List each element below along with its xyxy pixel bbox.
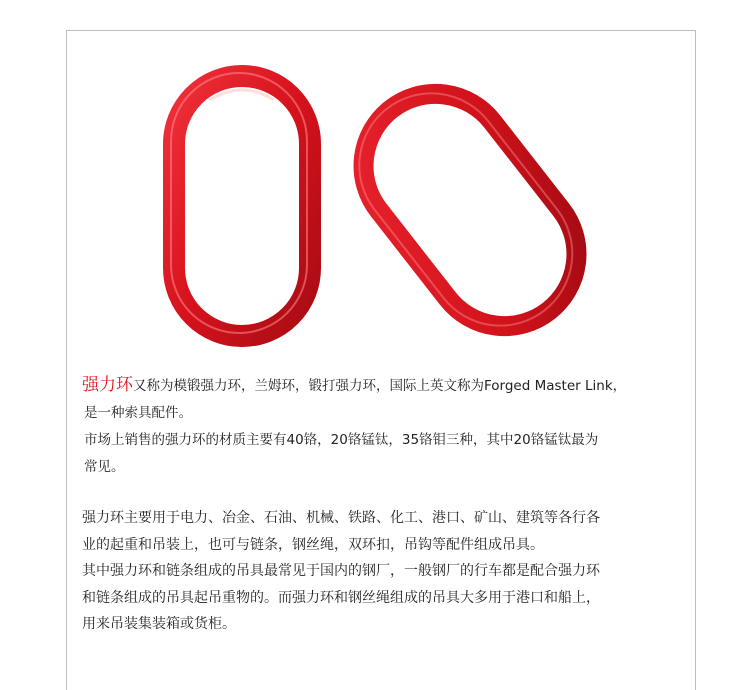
master-link-left	[171, 73, 310, 336]
intro-line-1	[82, 372, 692, 400]
intro-line-3: 市场上销售的强力环的材质主要有40铬，20铬锰钛，35铬钼三种，其中20铬锰钛最为	[84, 432, 599, 448]
master-link-photo	[150, 60, 630, 350]
uses-line-3: 其中强力环和链条组成的吊具最常见于国内的钢厂，一般钢厂的行车都是配合强力环	[82, 563, 600, 579]
intro-line-1-text: 又称为模锻强力环，兰姆环，锻打强力环，国际上英文称为Forged Master Link，	[133, 378, 627, 394]
uses-line-2: 业的起重和吊装上，也可与链条，钢丝绳，双环扣，吊钩等配件组成吊具。	[82, 536, 544, 553]
master-link-right	[330, 62, 605, 350]
uses-paragraph	[82, 505, 692, 638]
uses-line-1: 强力环主要用于电力、冶金、石油、机械、铁路、化工、港口、矿山、建筑等各行各	[82, 510, 600, 526]
intro-paragraph	[82, 372, 692, 481]
uses-line-4: 和链条组成的吊具起吊重物的。而强力环和钢丝绳组成的吊具大多用于港口和船上，	[82, 589, 600, 606]
uses-line-5: 用来吊装集装箱或货柜。	[82, 616, 236, 632]
intro-line-2: 是一种索具配件。	[84, 405, 192, 421]
intro-line-4: 常见。	[84, 459, 125, 475]
product-name-highlight: 强力环	[82, 375, 133, 395]
